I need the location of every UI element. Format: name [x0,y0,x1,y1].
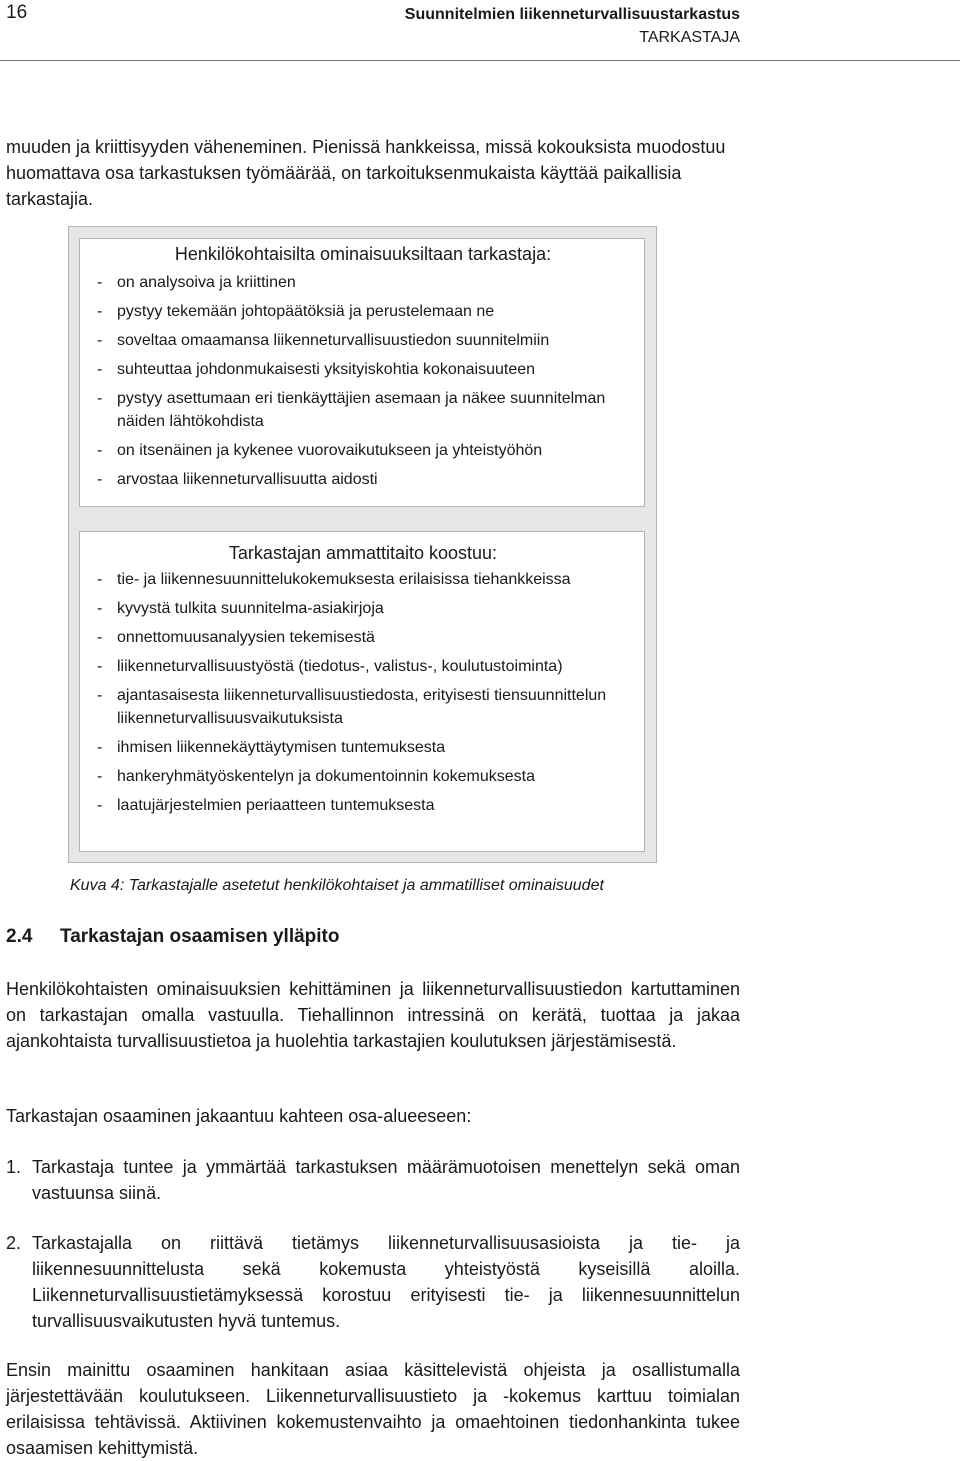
numbered-item-2 [6,1230,740,1334]
section-number: 2.4 [6,926,33,947]
list-item: - pystyy tekemään johtopäätöksiä ja perustelemaan ne [90,300,636,323]
list-item: - hankeryhmätyöskentelyn ja dokumentoinnin kokemuksesta [90,765,636,788]
intro-paragraph: muuden ja kriittisyyden väheneminen. Pienissä hankkeissa, missä kokouksista muodostuu huomattava osa tarkastuksen työmäärää, on tarkoituksenmukaista käyttää paikallisia tarkastajia. [6,137,726,209]
running-head-title: Suunnitelmien liikenneturvallisuustarkastus [404,6,740,23]
running-head-subtitle: TARKASTAJA [639,29,740,46]
running-head [405,3,740,49]
personal-qualities-list [90,271,636,491]
section-title: Tarkastajan osaamisen ylläpito [60,926,340,947]
header-rule [0,60,960,61]
list-item: - onnettomuusanalyysien tekemisestä [90,626,636,649]
list-item: - suhteuttaa johdonmukaisesti yksityiskohtia kokonaisuuteen [90,358,636,381]
list-item: - laatujärjestelmien periaatteen tuntemuksesta [90,794,636,817]
list-item: - ajantasaisesta liikenneturvallisuustiedosta, erityisesti tiensuunnittelun liikenneturvallisuusvaikutuksista [90,684,636,730]
list-item: - on itsenäinen ja kykenee vuorovaikutukseen ja yhteistyöhön [90,439,636,462]
section-heading [6,926,340,948]
professional-skills-box [79,531,645,852]
numbered-item-number: 1. [6,1157,22,1177]
numbered-item-1 [6,1154,740,1206]
list-item: - soveltaa omaamansa liikenneturvallisuustiedon suunnitelmiin [90,329,636,352]
list-item: - ihmisen liikennekäyttäytymisen tuntemuksesta [90,736,636,759]
numbered-item-text: Tarkastaja tuntee ja ymmärtää tarkastuksen määrämuotoisen menettelyn sekä oman vastuunsa siinä. [32,1157,740,1203]
personal-qualities-title: Henkilökohtaisilta ominaisuuksiltaan tarkastaja: [174,244,552,264]
personal-qualities-box [79,238,645,507]
body-paragraph-2: Tarkastajan osaaminen jakaantuu kahteen osa-alueeseen: [6,1106,472,1126]
list-item: - liikenneturvallisuustyöstä (tiedotus-, valistus-, koulutustoiminta) [90,655,636,678]
numbered-item-number: 2. [6,1233,22,1253]
body-paragraph-3: Ensin mainittu osaaminen hankitaan asiaa käsittelevistä ohjeista ja osallistumalla järjestettävään koulutukseen. Liikenneturvallisuustieto ja -kokemus karttuu toimialan erilaisissa tehtävissä. Aktiivinen kokemustenvaihto ja omaehtoinen tiedonhankinta tukee osaamisen kehittymistä. [6,1360,740,1458]
body-paragraph-1: Henkilökohtaisten ominaisuuksien kehittäminen ja liikenneturvallisuustiedon kartuttaminen on tarkastajan omalla vastuulla. Tiehallinnon intressinä on kerätä, tuottaa ja jakaa ajankohtaista turvallisuustietoa ja huolehtia tarkastajien koulutuksen järjestämisestä. [6,979,740,1051]
list-item: - arvostaa liikenneturvallisuutta aidosti [90,468,636,491]
page-number: 16 [6,2,28,23]
list-item: - on analysoiva ja kriittinen [90,271,636,294]
list-item: - kyvystä tulkita suunnitelma-asiakirjoja [90,597,636,620]
professional-skills-list [90,568,636,817]
numbered-item-text: Tarkastajalla on riittävä tietämys liikenneturvallisuusasioista ja tie- ja liikennesuunnittelusta sekä kokemusta yhteistyöstä kyseisillä aloilla. Liikenneturvallisuustietämyksessä korostuu erityisesti tie- ja liikennesuunnittelun turvallisuusvaikutusten hyvä tuntemus. [32,1233,740,1331]
list-item: - pystyy asettumaan eri tienkäyttäjien asemaan ja näkee suunnitelman näiden lähtökohdista [90,387,636,433]
figure-caption: Kuva 4: Tarkastajalle asetetut henkilökohtaiset ja ammatilliset ominaisuudet [70,877,604,894]
professional-skills-title: Tarkastajan ammattitaito koostuu: [228,543,498,563]
list-item: - tie- ja liikennesuunnittelukokemuksesta erilaisissa tiehankkeissa [90,568,636,591]
